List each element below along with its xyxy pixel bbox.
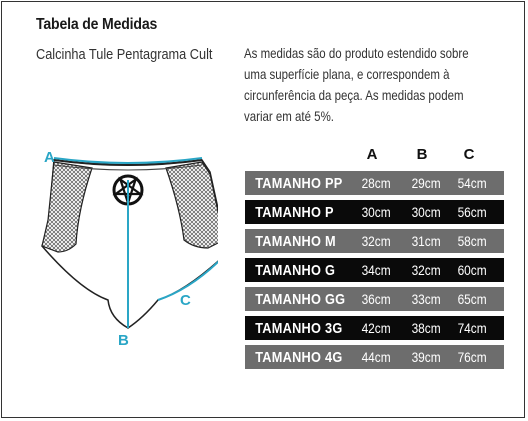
measure-cell-a: 30cm (361, 204, 391, 220)
measure-cell-c: 56cm (457, 204, 487, 220)
size-label: TAMANHO GG (255, 290, 346, 308)
measure-cell-a: 44cm (361, 349, 391, 365)
measurement-note: As medidas são do produto estendido sobre uma superfície plana, e correspondem à circunferência da peça. As medidas podem variar em até 5%. (244, 45, 469, 124)
product-name: Calcinha Tule Pentagrama Cult (36, 46, 213, 63)
size-label: TAMANHO PP (255, 174, 343, 192)
measure-cell-c: 58cm (457, 233, 487, 249)
table-row (245, 316, 504, 340)
size-label: TAMANHO G (255, 261, 336, 279)
measure-cell-a: 28cm (361, 175, 391, 191)
measure-cell-b: 30cm (411, 204, 441, 220)
column-header-a: A (366, 146, 378, 163)
measure-cell-b: 33cm (411, 291, 441, 307)
measure-cell-a: 36cm (361, 291, 391, 307)
size-label: TAMANHO 3G (255, 319, 343, 337)
measure-cell-b: 38cm (411, 320, 441, 336)
measure-cell-c: 65cm (457, 291, 487, 307)
table-row (245, 258, 504, 282)
column-header-b: B (416, 146, 428, 163)
table-row (245, 229, 504, 253)
garment-diagram (38, 140, 218, 345)
column-header-c: C (463, 146, 475, 163)
measure-cell-c: 60cm (457, 262, 487, 278)
table-row (245, 171, 504, 195)
measure-label-c: C (180, 292, 191, 309)
measure-cell-b: 32cm (411, 262, 441, 278)
measure-cell-c: 54cm (457, 175, 487, 191)
measure-cell-b: 29cm (411, 175, 441, 191)
page-title: Tabela de Medidas (36, 16, 158, 33)
size-label: TAMANHO M (255, 232, 336, 250)
table-row (245, 200, 504, 224)
measure-label-b: B (118, 332, 129, 349)
measure-cell-c: 74cm (457, 320, 487, 336)
measure-cell-a: 34cm (361, 262, 391, 278)
measure-label-a: A (44, 149, 55, 166)
measure-cell-c: 76cm (457, 349, 487, 365)
size-label: TAMANHO P (255, 203, 334, 221)
table-row (245, 345, 504, 369)
measure-cell-b: 39cm (411, 349, 441, 365)
size-label: TAMANHO 4G (255, 348, 343, 366)
table-row (245, 287, 504, 311)
measure-cell-a: 32cm (361, 233, 391, 249)
briefs-illustration (38, 140, 218, 340)
measure-cell-b: 31cm (411, 233, 441, 249)
measure-cell-a: 42cm (361, 320, 391, 336)
